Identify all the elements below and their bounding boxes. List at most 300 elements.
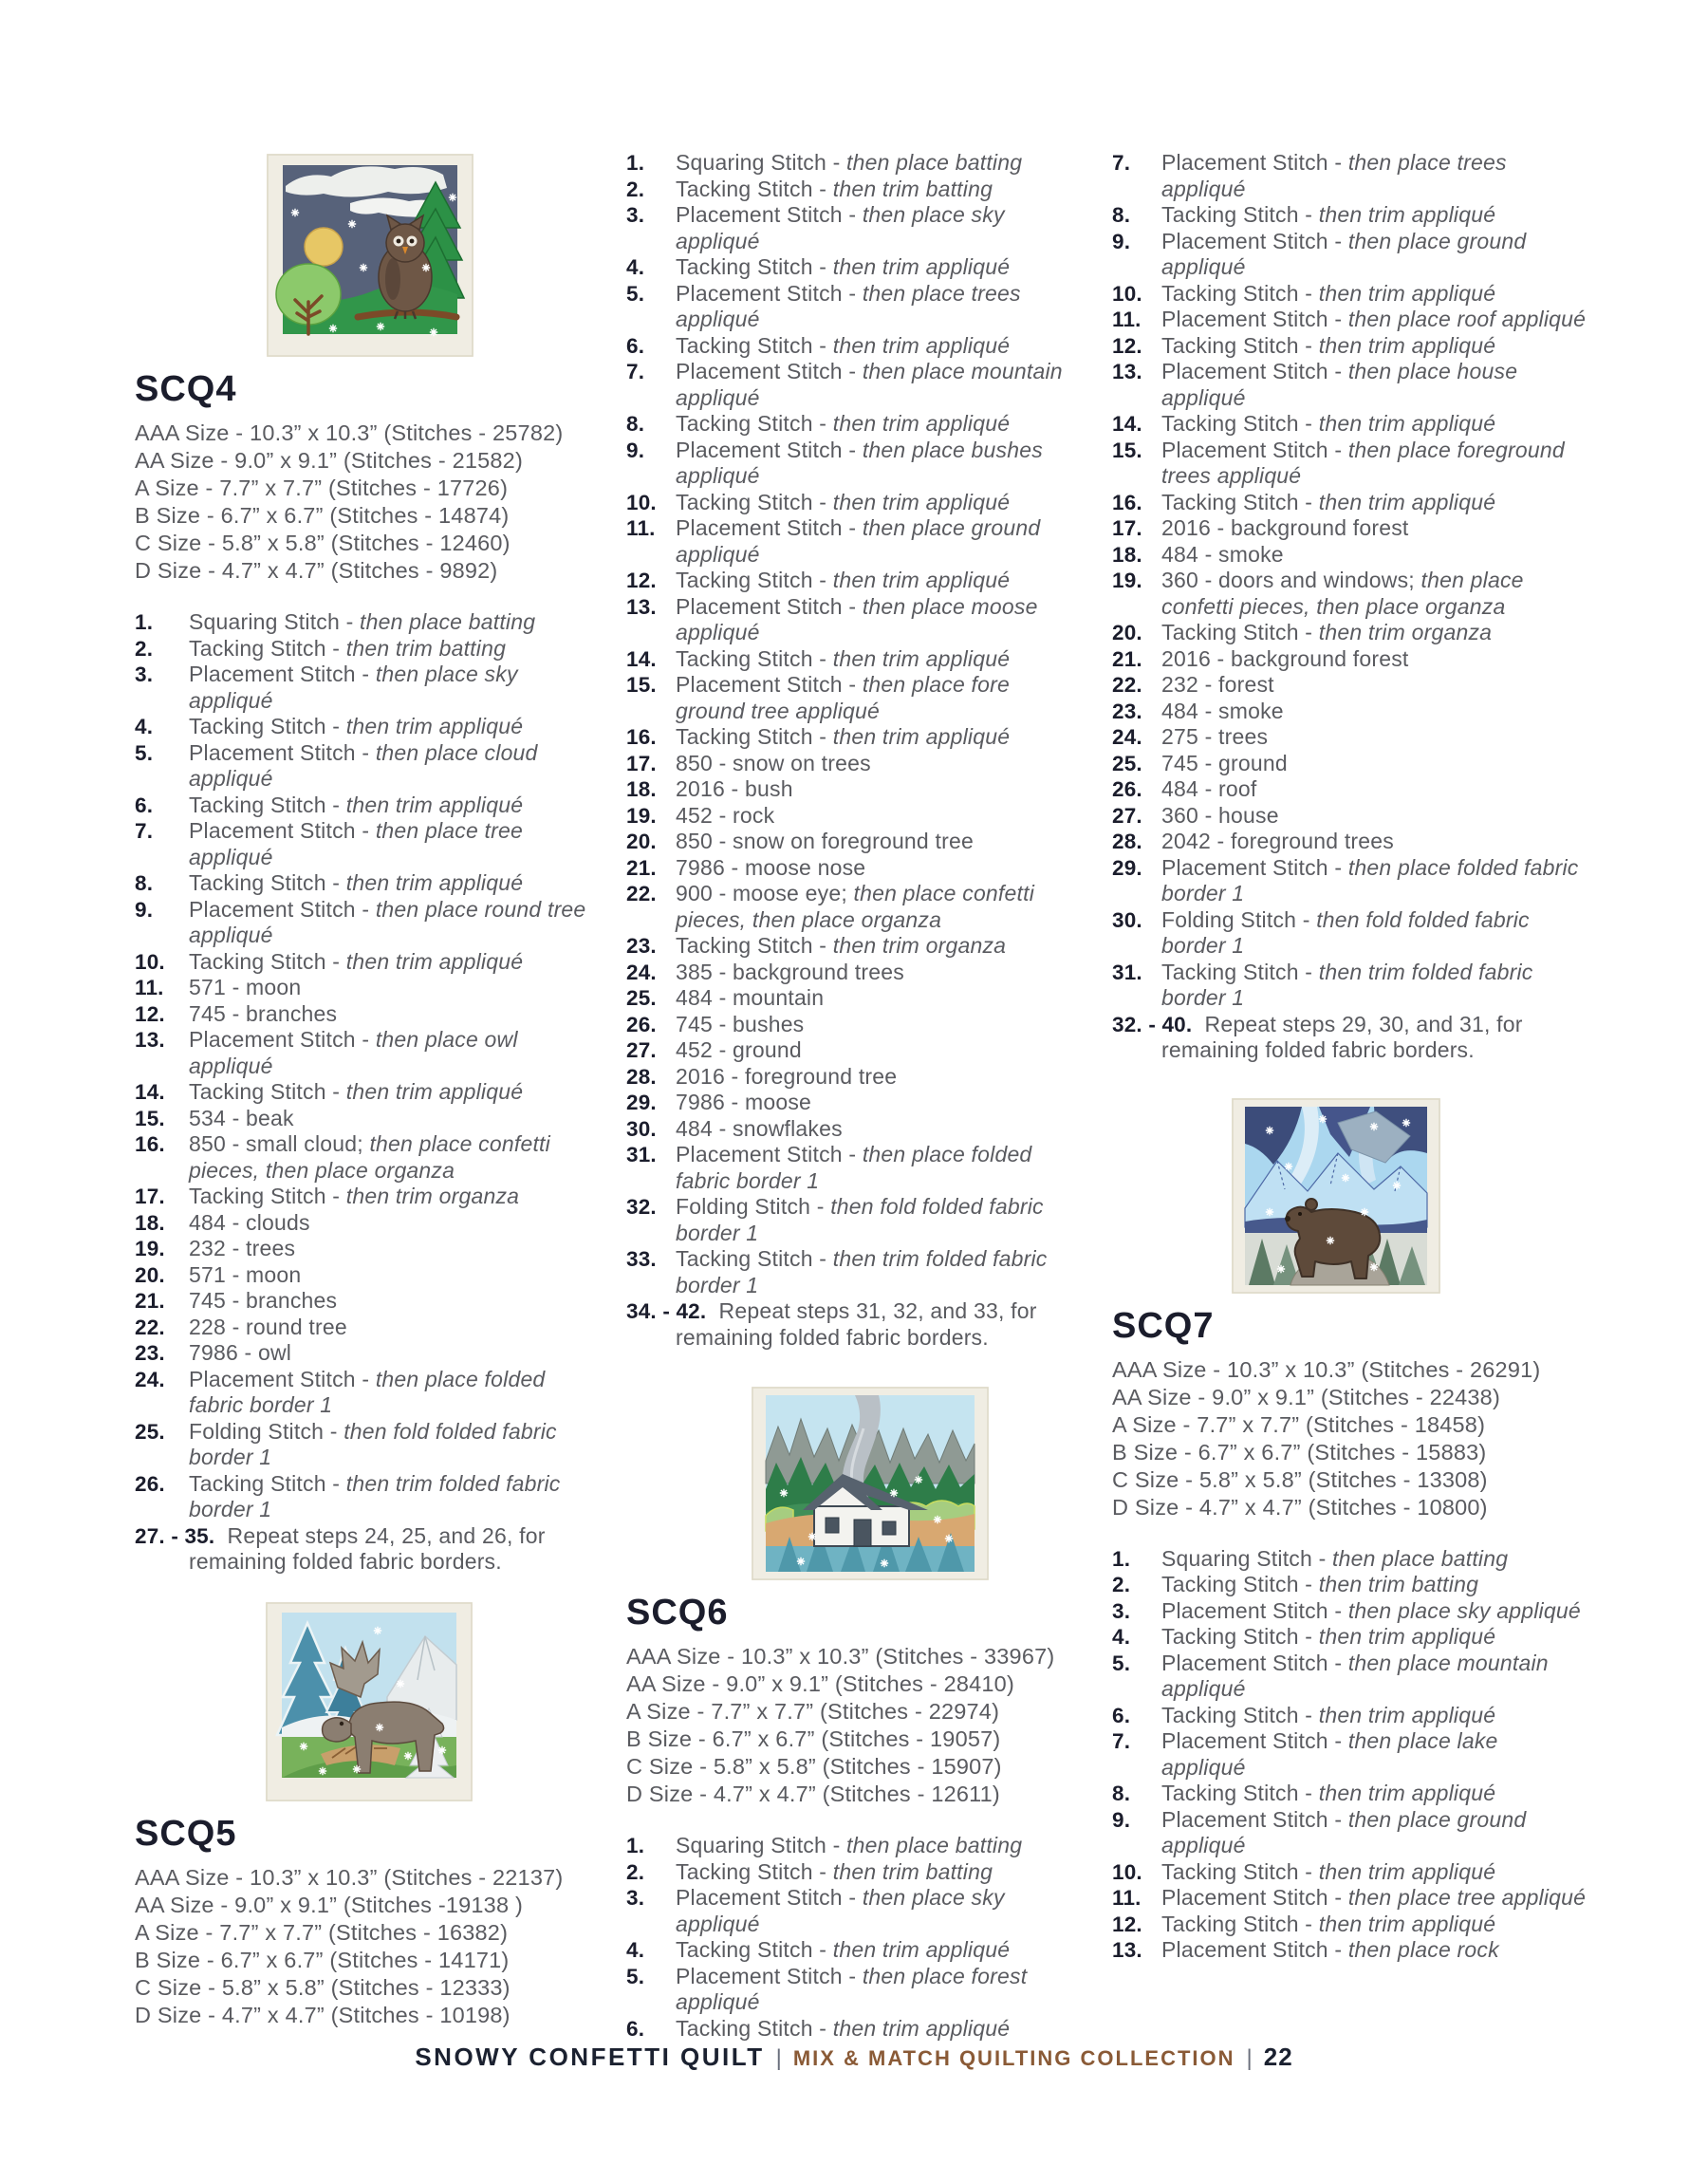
step-text-italic: then place batting: [1332, 1545, 1509, 1571]
step-text: [1161, 1546, 1587, 1573]
step-text-italic: then place mountain appliqué: [676, 359, 1063, 410]
step-text: Repeat steps 24, 25, and 26, for remaining folded fabric borders.: [189, 1522, 546, 1574]
step-text: [676, 202, 1084, 254]
step-number: 2.: [626, 177, 645, 201]
step-text-regular: Tacking Stitch -: [1161, 332, 1319, 358]
step-text: [189, 897, 588, 949]
step-item: [1112, 307, 1587, 333]
step-item: [626, 803, 1084, 830]
step-number: 12.: [626, 569, 657, 592]
step-number: 21.: [135, 1289, 165, 1313]
step-item: [135, 1001, 588, 1028]
size-line: AA Size - 9.0” x 9.1” (Stitches - 21582): [135, 448, 523, 473]
step-text-italic: then place folded fabric border 1: [189, 1366, 546, 1417]
step-number: 1.: [626, 1834, 645, 1857]
step-text: [676, 411, 1084, 438]
step-text: [676, 672, 1084, 724]
scq7-bear-block-image: [1232, 1098, 1587, 1294]
step-text-regular: 745 - branches: [189, 1288, 338, 1313]
step-text-italic: then place cloud appliqué: [189, 739, 538, 791]
step-item: [626, 724, 1084, 751]
step-item: [135, 662, 588, 714]
step-number: 9.: [626, 438, 645, 462]
step-text-regular: 850 - snow on foreground tree: [676, 829, 974, 853]
step-text: [676, 855, 1084, 882]
step-text: [1161, 960, 1587, 1012]
step-number: 16.: [1112, 490, 1142, 514]
step-number: 13.: [1112, 360, 1142, 383]
step-text: [676, 254, 1084, 281]
step-text-italic: then place foreground trees appliqué: [1161, 437, 1565, 488]
scq4-owl-block-image: [267, 154, 588, 357]
step-text-italic: then trim appliqué: [345, 870, 524, 895]
step-number: 24.: [135, 1367, 165, 1391]
step-text: [189, 662, 588, 714]
step-item: [626, 933, 1084, 960]
step-item: [135, 740, 588, 793]
step-text-regular: 452 - ground: [676, 1037, 802, 1062]
size-line: D Size - 4.7” x 4.7” (Stitches - 10198): [135, 2002, 511, 2027]
step-text: [189, 1315, 588, 1341]
step-text-italic: then place rock: [1347, 1937, 1499, 1962]
step-text-regular: Tacking Stitch -: [676, 724, 833, 749]
step-item: [626, 672, 1084, 724]
step-item: [1112, 960, 1587, 1012]
step-item: [1112, 1912, 1587, 1938]
step-text-italic: then place batting: [846, 1833, 1023, 1857]
column-left: [135, 144, 588, 2054]
step-text: [676, 1090, 1084, 1116]
step-text-italic: then place ground appliqué: [676, 515, 1041, 567]
step-text-regular: 232 - forest: [1161, 672, 1274, 697]
moose-quilt-svg: [266, 1602, 473, 1801]
step-text: [1161, 1937, 1587, 1964]
step-text-italic: then trim appliqué: [345, 792, 524, 817]
step-text-italic: then trim appliqué: [345, 714, 524, 738]
step-number: 16.: [135, 1132, 165, 1156]
step-number: 2.: [135, 636, 154, 661]
step-text-regular: Tacking Stitch -: [1161, 959, 1319, 984]
step-text: [189, 636, 588, 662]
step-text: [189, 870, 588, 897]
step-item: [1112, 359, 1587, 411]
step-text-regular: Squaring Stitch -: [676, 150, 847, 175]
step-text-italic: then fold folded fabric border 1: [676, 1194, 1044, 1245]
step-text: [1161, 542, 1587, 569]
step-text-regular: Tacking Stitch -: [676, 411, 833, 436]
step-item: [626, 490, 1084, 516]
step-text: [1161, 568, 1587, 620]
step-text-regular: Placement Stitch -: [189, 1366, 376, 1391]
step-number: 21.: [626, 855, 657, 880]
step-text-regular: Placement Stitch -: [1161, 307, 1348, 331]
step-text-italic: then trim appliqué: [345, 948, 524, 974]
step-number: 30.: [1112, 907, 1142, 932]
step-text: [1161, 829, 1587, 855]
scq6-steps-part-2: [1112, 150, 1587, 1064]
step-text-italic: then place roof appliqué: [1347, 307, 1587, 331]
step-text: [1161, 150, 1587, 202]
step-number: 29.: [1112, 855, 1142, 880]
step-text-regular: Placement Stitch -: [1161, 1597, 1348, 1623]
step-text-regular: 2016 - foreground tree: [676, 1063, 898, 1089]
step-number: 19.: [1112, 569, 1142, 592]
step-text: [676, 1833, 1084, 1859]
step-item: [135, 818, 588, 870]
step-text-regular: Placement Stitch -: [189, 818, 376, 843]
step-text: [676, 359, 1084, 411]
scq4-size-list: [135, 420, 588, 585]
step-text-regular: 228 - round tree: [189, 1314, 347, 1339]
step-number: 7.: [1112, 151, 1131, 175]
step-number: 22.: [626, 882, 657, 905]
step-item: [626, 1246, 1084, 1298]
step-number: 9.: [1112, 229, 1131, 253]
step-text: [189, 1367, 588, 1419]
step-text: [1161, 1624, 1587, 1651]
step-number: 26.: [626, 1012, 657, 1036]
step-item: [626, 1964, 1084, 2016]
size-line: D Size - 4.7” x 4.7” (Stitches - 10800): [1112, 1494, 1488, 1520]
step-item: [626, 594, 1084, 646]
step-text-italic: then trim appliqué: [832, 645, 1011, 671]
step-text: [676, 594, 1084, 646]
step-text-italic: then place confetti pieces, then place organza: [676, 881, 1034, 932]
step-number: 10.: [1112, 281, 1142, 306]
step-text: [676, 881, 1084, 933]
step-number: 31.: [1112, 960, 1142, 984]
step-text-regular: 2016 - bush: [676, 776, 793, 801]
step-number: 7.: [626, 360, 645, 383]
size-line: B Size - 6.7” x 6.7” (Stitches - 15883): [1112, 1439, 1487, 1465]
step-item: [626, 1090, 1084, 1116]
step-item: [1112, 620, 1587, 646]
step-number: 10.: [1112, 1859, 1142, 1884]
step-text: [1161, 1728, 1587, 1781]
step-text: [1161, 438, 1587, 490]
step-text-regular: Tacking Stitch -: [189, 948, 346, 974]
step-item: [1112, 1703, 1587, 1729]
step-text: [189, 1131, 588, 1184]
step-number: 4.: [626, 255, 645, 279]
step-text-regular: Tacking Stitch -: [676, 1246, 833, 1271]
step-text: [1161, 1651, 1587, 1703]
step-item: [1112, 1859, 1587, 1886]
step-text-italic: then trim appliqué: [1318, 1702, 1496, 1727]
step-text-regular: Placement Stitch -: [676, 280, 863, 306]
step-text: [1161, 490, 1587, 516]
step-number: 14.: [135, 1080, 165, 1104]
step-text: [189, 1027, 588, 1079]
step-text: [676, 960, 1084, 986]
step-text: [1161, 751, 1587, 777]
step-text-regular: Tacking Stitch -: [676, 645, 833, 671]
step-number: 27.: [626, 1038, 657, 1062]
step-item: [626, 1037, 1084, 1064]
step-text-regular: Tacking Stitch -: [676, 1858, 833, 1884]
step-text-italic: then trim appliqué: [1318, 332, 1496, 358]
step-number: 4.: [135, 715, 154, 738]
step-text-regular: 534 - beak: [189, 1105, 294, 1130]
step-item: [1112, 438, 1587, 490]
column-right: [1112, 144, 1587, 1964]
step-text-regular: Tacking Stitch -: [676, 1937, 833, 1962]
step-item: [135, 1419, 588, 1471]
step-text-italic: then trim folded fabric border 1: [1161, 959, 1533, 1010]
footer-separator-icon: |: [775, 2045, 782, 2071]
step-item: [1112, 281, 1587, 308]
step-number: 1.: [626, 151, 645, 175]
step-number: 17.: [1112, 516, 1142, 540]
step-number: 11.: [626, 516, 656, 540]
step-text-regular: Folding Stitch -: [676, 1194, 831, 1219]
step-text-italic: then place house appliqué: [1161, 359, 1518, 410]
step-text: [189, 1288, 588, 1315]
step-text: [1161, 672, 1587, 699]
step-text-regular: 850 - snow on trees: [676, 750, 871, 775]
step-text-regular: Tacking Stitch -: [676, 2015, 833, 2041]
step-number: 9.: [1112, 1807, 1131, 1832]
step-text-italic: then place trees appliqué: [1161, 150, 1507, 201]
step-text-regular: Placement Stitch -: [676, 1963, 863, 1988]
step-item: [1112, 1807, 1587, 1859]
step-text-italic: then trim appliqué: [832, 724, 1011, 749]
step-text-regular: Tacking Stitch -: [1161, 489, 1319, 514]
scq5-heading: SCQ5: [135, 1813, 237, 1854]
step-text-regular: Tacking Stitch -: [1161, 202, 1319, 227]
step-number: 7.: [1112, 1729, 1131, 1753]
step-number: 31.: [626, 1143, 657, 1166]
step-text-italic: then place owl appliqué: [189, 1027, 518, 1078]
step-number: 6.: [626, 333, 645, 358]
size-line: AA Size - 9.0” x 9.1” (Stitches - 28410): [626, 1671, 1014, 1696]
column-middle: [626, 144, 1084, 2042]
step-item: [135, 1106, 588, 1132]
step-text-regular: Tacking Stitch -: [1161, 1572, 1319, 1596]
step-item: [135, 636, 588, 662]
size-line: C Size - 5.8” x 5.8” (Stitches - 15907): [626, 1754, 1002, 1779]
step-text: [1161, 1572, 1587, 1598]
step-text-regular: Squaring Stitch -: [676, 1833, 847, 1857]
step-item: [135, 1288, 588, 1315]
step-item: [1112, 1728, 1587, 1781]
step-text-italic: then place ground appliqué: [1161, 228, 1527, 279]
step-item: [135, 609, 588, 636]
step-text: [676, 1246, 1084, 1298]
step-text-regular: Placement Stitch -: [676, 359, 863, 383]
step-text-italic: then trim folded fabric border 1: [676, 1246, 1048, 1297]
step-item: [626, 333, 1084, 360]
step-text: [676, 751, 1084, 777]
step-number: 2.: [626, 1859, 645, 1884]
step-text-regular: Folding Stitch -: [189, 1418, 344, 1444]
step-text-regular: Placement Stitch -: [1161, 228, 1348, 253]
step-text-italic: then place sky appliqué: [189, 662, 518, 713]
step-item: [135, 1236, 588, 1262]
step-text-italic: then place round tree appliqué: [189, 896, 586, 947]
step-text: [676, 933, 1084, 960]
step-number: 25.: [135, 1419, 165, 1444]
step-text-italic: then trim appliqué: [832, 254, 1011, 279]
step-text: [189, 975, 588, 1001]
page-footer: [0, 2043, 1708, 2076]
step-text-regular: Tacking Stitch -: [189, 714, 346, 738]
size-line: AAA Size - 10.3” x 10.3” (Stitches - 25782): [135, 420, 564, 445]
step-text: [1161, 1912, 1587, 1938]
step-text-italic: then place folded fabric border 1: [676, 1142, 1032, 1193]
step-text: [189, 1210, 588, 1237]
step-text-italic: then trim appliqué: [1318, 411, 1496, 436]
step-item: [135, 1131, 588, 1184]
step-item: [626, 1194, 1084, 1246]
step-text: [189, 1184, 588, 1210]
step-number: 19.: [626, 803, 657, 828]
step-text: [676, 490, 1084, 516]
step-text-regular: Placement Stitch -: [1161, 1650, 1348, 1675]
step-item: [1112, 229, 1587, 281]
step-text: [676, 568, 1084, 594]
step-item: [1112, 1546, 1587, 1573]
step-item: [135, 1367, 588, 1419]
step-text-italic: then place sky appliqué: [676, 202, 1005, 253]
owl-quilt-svg: [267, 154, 473, 357]
step-text-regular: Placement Stitch -: [189, 896, 376, 922]
step-text-regular: 571 - moon: [189, 975, 302, 999]
step-text-regular: Placement Stitch -: [676, 593, 863, 619]
step-item: [1112, 1781, 1587, 1807]
step-number: 24.: [1112, 725, 1142, 749]
step-text: [189, 949, 588, 976]
step-text-italic: then fold folded fabric border 1: [189, 1418, 557, 1469]
step-text: [189, 1419, 588, 1471]
step-text-italic: then trim organza: [1318, 620, 1493, 644]
step-text-regular: 7986 - moose nose: [676, 854, 866, 880]
step-item: [135, 1262, 588, 1289]
step-number: 22.: [135, 1315, 165, 1339]
size-line: A Size - 7.7” x 7.7” (Stitches - 22974): [626, 1699, 1000, 1724]
step-item: [1112, 1598, 1587, 1625]
step-text-italic: then place forest appliqué: [676, 1963, 1028, 2014]
step-number: 12.: [135, 1001, 165, 1026]
step-text-italic: then place ground appliqué: [1161, 1806, 1527, 1857]
step-number: 18.: [626, 777, 657, 801]
step-number: 30.: [626, 1116, 657, 1141]
step-item: [626, 202, 1084, 254]
step-number: 7.: [135, 819, 154, 843]
step-number: 4.: [1112, 1625, 1131, 1649]
step-item: [626, 1116, 1084, 1143]
step-text: [676, 803, 1084, 830]
step-text-italic: then trim batting: [832, 176, 993, 201]
step-number: 11.: [1112, 1886, 1142, 1910]
step-item: [1112, 411, 1587, 438]
footer-page-number: 22: [1263, 2043, 1293, 2071]
step-item: [1112, 855, 1587, 907]
step-text-italic: then place trees appliqué: [676, 280, 1021, 331]
step-text-regular: Placement Stitch -: [1161, 1806, 1348, 1832]
step-text-regular: 484 - mountain: [676, 985, 825, 1010]
step-text-regular: Tacking Stitch -: [676, 568, 833, 592]
step-text-regular: Placement Stitch -: [1161, 854, 1348, 880]
step-number: 4.: [626, 1938, 645, 1962]
step-item: [626, 359, 1084, 411]
size-line: B Size - 6.7” x 6.7” (Stitches - 19057): [626, 1726, 1001, 1751]
step-text: [189, 1079, 588, 1106]
step-number: 14.: [1112, 412, 1142, 436]
step-text-regular: Placement Stitch -: [676, 1142, 863, 1166]
step-number: 15.: [626, 673, 657, 697]
step-text-italic: then trim organza: [832, 933, 1007, 958]
step-text: [1161, 699, 1587, 725]
step-number: 13.: [1112, 1938, 1142, 1962]
step-text-regular: 484 - roof: [1161, 776, 1257, 801]
step-text-regular: Folding Stitch -: [1161, 906, 1317, 932]
step-item: [1112, 515, 1587, 542]
step-text: [1161, 646, 1587, 673]
step-item: [626, 1859, 1084, 1886]
scq5-moose-block-image: [266, 1602, 588, 1801]
step-number: 3.: [626, 1886, 645, 1910]
step-text-regular: 360 - house: [1161, 802, 1279, 828]
scq4-steps: [135, 609, 588, 1576]
step-text: [189, 1236, 588, 1262]
size-line: D Size - 4.7” x 4.7” (Stitches - 12611): [626, 1782, 1000, 1806]
step-text-italic: then trim appliqué: [1318, 1911, 1496, 1936]
step-item: [626, 515, 1084, 568]
step-text-regular: Tacking Stitch -: [189, 792, 346, 817]
step-item: [135, 1315, 588, 1341]
step-text: [1161, 359, 1587, 411]
step-number: 13.: [626, 594, 657, 619]
step-text-regular: 484 - smoke: [1161, 541, 1284, 567]
step-item: [626, 1885, 1084, 1937]
step-item: [626, 254, 1084, 281]
step-text-regular: Placement Stitch -: [189, 1027, 376, 1052]
step-text: Repeat steps 31, 32, and 33, for remaining folded fabric borders.: [676, 1298, 1037, 1350]
step-number: 20.: [1112, 621, 1142, 644]
footer-separator-icon: |: [1246, 2045, 1253, 2071]
step-text-regular: Tacking Stitch -: [189, 635, 346, 661]
step-text: [189, 793, 588, 819]
step-text-italic: then trim appliqué: [832, 489, 1011, 514]
step-number: 24.: [626, 960, 657, 984]
step-number: 34. - 42.: [626, 1299, 707, 1323]
step-text-italic: then place lake appliqué: [1161, 1728, 1498, 1780]
step-item: [135, 870, 588, 897]
scq5-size-list: [135, 1864, 588, 2029]
step-text: [1161, 411, 1587, 438]
step-text: [1161, 307, 1587, 333]
step-number: 9.: [135, 897, 154, 922]
step-number: 29.: [626, 1091, 657, 1114]
size-line: AA Size - 9.0” x 9.1” (Stitches - 22438): [1112, 1384, 1500, 1409]
size-line: A Size - 7.7” x 7.7” (Stitches - 18458): [1112, 1411, 1486, 1437]
step-text: [676, 515, 1084, 568]
bear-quilt-svg: [1232, 1098, 1440, 1294]
step-text-italic: then place bushes appliqué: [676, 437, 1043, 488]
step-number: 8.: [626, 412, 645, 436]
step-text: [676, 1142, 1084, 1194]
step-text: [1161, 1807, 1587, 1859]
step-text-italic: then trim appliqué: [1318, 489, 1496, 514]
step-number: 6.: [626, 2016, 645, 2041]
step-text-italic: then trim appliqué: [832, 568, 1011, 592]
step-item: [1112, 699, 1587, 725]
step-text-regular: 385 - background trees: [676, 959, 904, 984]
step-text-italic: then place folded fabric border 1: [1161, 854, 1579, 905]
step-text: [676, 1064, 1084, 1091]
step-text: [189, 818, 588, 870]
